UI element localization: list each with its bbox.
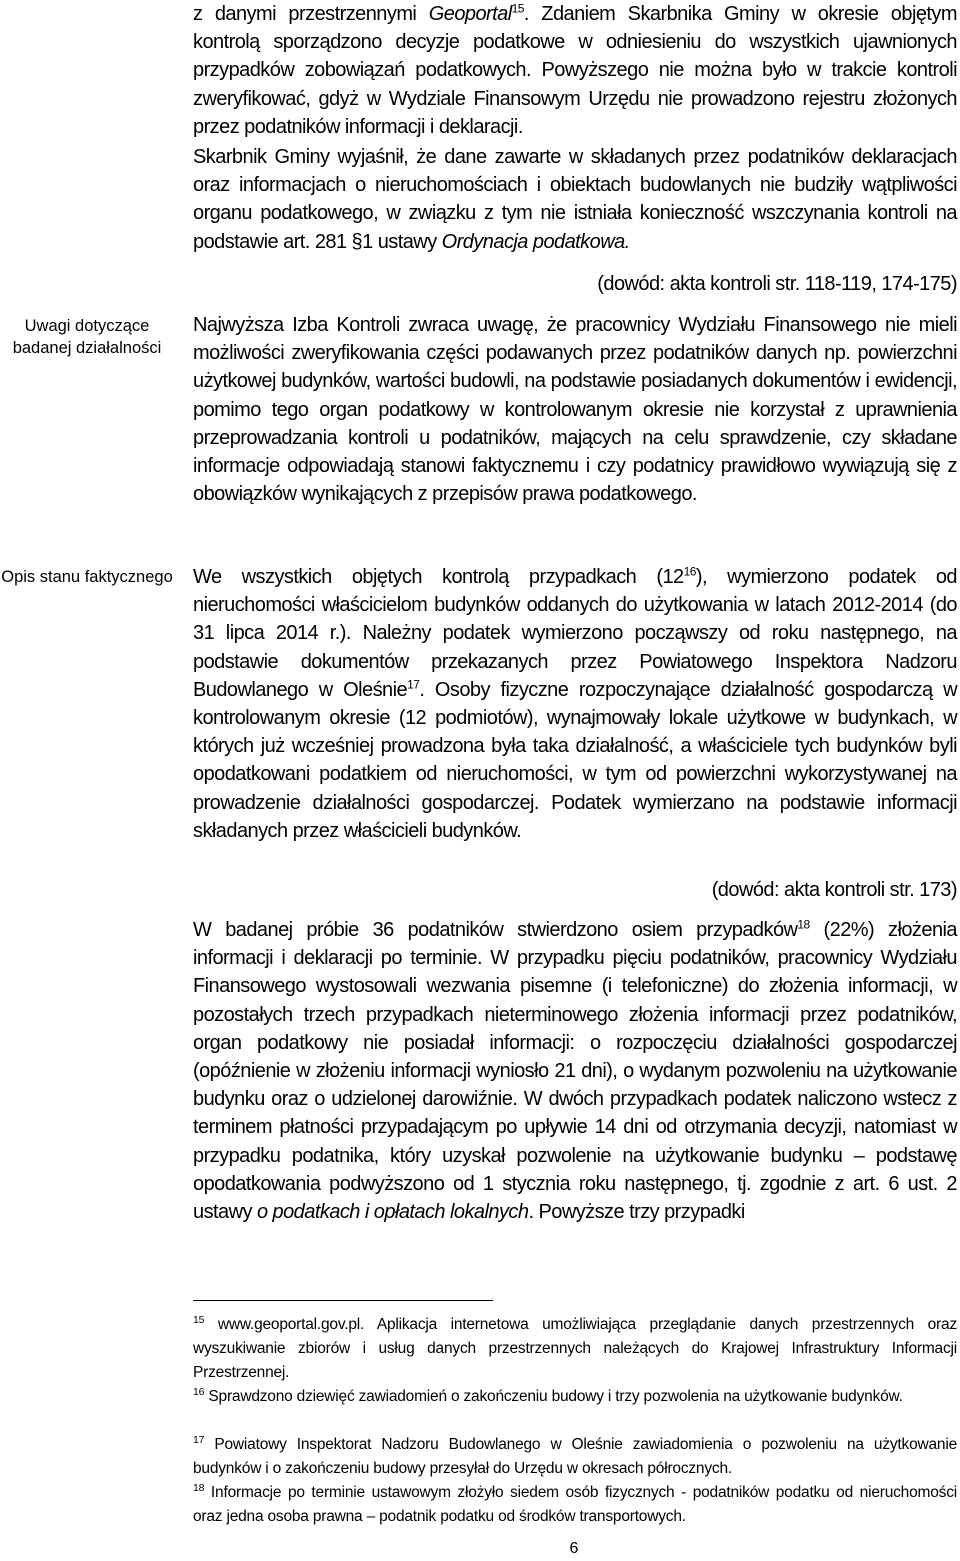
section-sign: § <box>351 230 363 253</box>
paragraph-2: Skarbnik Gminy wyjaśnił, że dane zawarte w składanych przez podatników deklaracjach oraz informacjach o nieruchomościach i obiektach budowlanych nie budziły wątpliwości organu podatkowego, w związku z tym nie istniała konieczność wszczynania kontroli na podstawie art. 281 §1 ustawy Ordynacja podatkowa. <box>193 146 957 253</box>
act-name: Ordynacja podatkowa. <box>441 230 630 253</box>
footnote-ref-15: 15 <box>511 1 524 16</box>
footnote-ref-18: 18 <box>797 917 810 932</box>
paragraph-5: W badanej próbie 36 podatników stwierdzono osiem przypadków$^{18}$ (22%) złożenia informacji i deklaracji po terminie. W przypadku pięciu podatników, pracownicy Wydziału Finansowego wystosowali wezwania pisemne (i telefoniczne) do złożenia informacji, w pozostałych trzech przypadkach nieterminowego złożenia informacji przez podatników, organ podatkowy nie posiadał informacji: o rozpoczęciu działalności gospodarczej (opóźnienie w złożeniu informacji wyniosło 21 dni), o wydanym pozwoleniu na użytkowanie budynku oraz o udzielonej darowiźnie. W dwóch przypadkach podatek naliczono wstecz z terminem płatności przypadającym po upływie 14 dni od otrzymania decyzji, natomiast w przypadku podatnika, który uzyskał pozwolenie na użytkowanie budynku – podstawę opodatkowania podwyższono od 1 stycznia roku następnego, tj. zgodnie z art. 6 ust. 2 ustawy o podatkach i opłatach lokalnych. Powyższe trzy przypadki <box>193 917 957 1224</box>
evidence-note-1: (dowód: akta kontroli str. 118-119, 174-175) <box>597 273 957 295</box>
paragraph-1: z danymi przestrzennymi Geoportal$^{15}$. Zdaniem Skarbnika Gminy w okresie objętym kontrolą sporządzono decyzje podatkowe w odniesieniu do wszystkich ujawnionych przypadków zobowiązań podatkowych. Powyższego nie można było w trakcie kontroli zweryfikować, gdyż w Wydziale Finansowym Urzędu nie prowadzono rejestru złożonych przez podatników informacji i deklaracji. <box>193 1 957 138</box>
act-name-local-taxes: o podatkach i opłatach lokalnych <box>256 1201 529 1224</box>
paragraph-3: Najwyższa Izba Kontroli zwraca uwagę, że pracownicy Wydziału Finansowego nie mieli możliwości zweryfikowania części podawanych przez podatników danych np. powierzchni użytkowej budynków, wartości budowli, na podstawie posiadanych dokumentów i ewidencji, pomimo tego organ podatkowy w kontrolowanym okresie nie korzystał z uprawnienia przeprowadzania kontroli u podatników, mających na celu sprawdzenie, czy składane informacje odpowiadają stanowi faktycznemu i czy podatnicy prawidłowo wywiązują się z obowiązków wynikających z przepisów prawa podatkowego. <box>193 314 957 506</box>
sidebar-label-facts: Opis stanu faktycznego <box>1 568 173 586</box>
sidebar-label-remarks: Uwagi dotyczące badanej działalności <box>12 317 162 357</box>
footnote-ref-17: 17 <box>407 677 420 692</box>
footnote-18: $^{18}$ Informacje po terminie ustawowym złożyło siedem osób fizycznych - podatników podatku od nieruchomości oraz jedna osoba prawna – podatnik podatku od środków transportowych. <box>193 1481 957 1525</box>
page-number: 6 <box>569 1540 579 1557</box>
footnote-16: $^{16}$ Sprawdzono dziewięć zawiadomień o zakończeniu budowy i trzy pozwolenia na użytkowanie budynków. <box>193 1385 903 1405</box>
footnote-17: $^{17}$ Powiatowy Inspektorat Nadzoru Budowlanego w Oleśnie zawiadomienia o pozwoleniu na użytkowanie budynków i o zakończeniu budowy przesyłał do Urzędu w okresach półrocznych. <box>193 1433 957 1477</box>
geoportal-name: Geoportal <box>428 3 512 25</box>
footnote-separator <box>193 1300 493 1301</box>
footnote-ref-16: 16 <box>683 564 696 579</box>
paragraph-4: We wszystkich objętych kontrolą przypadkach $(12^{16})$, wymierzono podatek od nieruchomości właścicielom budynków oddanych do użytkowania w latach 2012-2014 (do 31 lipca 2014 r.). Należny podatek wymierzono począwszy od roku następnego, na podstawie dokumentów przekazanych przez Powiatowego Inspektora Nadzoru Budowlanego w Oleśnie$^{17}$. Osoby fizyczne rozpoczynające działalność gospodarczą w kontrolowanym okresie (12 podmiotów), wynajmowały lokale użytkowe w budynkach, w których już wcześniej prowadzona była taka działalność, a właściciele tych budynków byli opodatkowani podatkiem od nieruchomości, w tym od powierzchni wykorzystywanej na prowadzenie działalności gospodarczej. Podatek wymierzano na podstawie informacji składanych przez właścicieli budynków. <box>193 564 957 842</box>
footnote-15: $^{15}$ www.geoportal.gov.pl. Aplikacja internetowa umożliwiająca przeglądanie danych przestrzennych oraz wyszukiwanie zbiorów i usług danych przestrzennych należących do Krajowej Infrastruktury Informacji Przestrzennej. <box>193 1313 957 1381</box>
evidence-note-2: (dowód: akta kontroli str. 173) <box>711 879 957 901</box>
